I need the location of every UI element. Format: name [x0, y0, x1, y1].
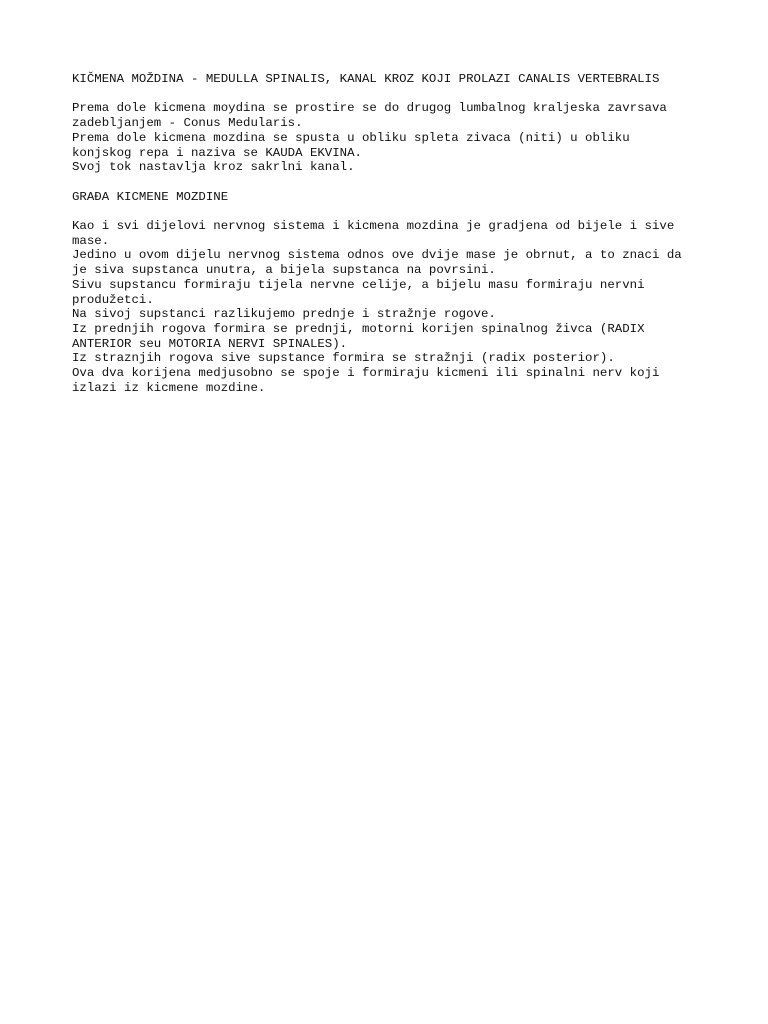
body-line: Iz straznjih rogova sive supstance formira se stražnji (radix posterior).: [72, 351, 615, 366]
intro-line: Prema dole kicmena mozdina se spusta u obliku spleta zivaca (niti) u obliku: [72, 130, 630, 145]
blank-line: [72, 204, 702, 219]
section-heading: GRAĐA KICMENE MOZDINE: [72, 189, 229, 204]
document-title: KIČMENA MOŽDINA - MEDULLA SPINALIS, KANAL KROZ KOJI PROLAZI CANALIS VERTEBRALIS: [72, 72, 660, 86]
intro-line: konjskog repa i naziva se KAUDA EKVINA.: [72, 145, 362, 160]
body-line: izlazi iz kicmene mozdine.: [72, 380, 266, 395]
body-line: mase.: [72, 233, 110, 248]
body-line: produžetci.: [72, 292, 154, 307]
blank-line: [72, 87, 702, 102]
intro-line: Prema dole kicmena moydina se prostire se do drugog lumbalnog kraljeska zavrsava: [72, 101, 667, 116]
body-line: Na sivoj supstanci razlikujemo prednje i stražnje rogove.: [72, 307, 496, 322]
document-page: [72, 72, 702, 395]
body-line: ANTERIOR seu MOTORIA NERVI SPINALES).: [72, 336, 348, 351]
intro-line: zadebljanjem - Conus Medularis.: [72, 116, 303, 131]
body-line: Sivu supstancu formiraju tijela nervne celije, a bijelu masu formiraju nervni: [72, 277, 645, 292]
body-paragraph: [72, 219, 702, 395]
intro-line: Svoj tok nastavlja kroz sakrlni kanal.: [72, 160, 355, 175]
body-line: Kao i svi dijelovi nervnog sistema i kicmena mozdina je gradjena od bijele i sive: [72, 218, 675, 233]
body-line: Iz prednjih rogova formira se prednji, motorni korijen spinalnog živca (RADIX: [72, 321, 645, 336]
blank-line: [72, 175, 702, 190]
body-line: Jedino u ovom dijelu nervnog sistema odnos ove dvije mase je obrnut, a to znaci da: [72, 248, 682, 263]
body-line: je siva supstanca unutra, a bijela supstanca na povrsini.: [72, 263, 496, 278]
intro-paragraph: [72, 101, 702, 175]
body-line: Ova dva korijena medjusobno se spoje i formiraju kicmeni ili spinalni nerv koji: [72, 366, 660, 381]
